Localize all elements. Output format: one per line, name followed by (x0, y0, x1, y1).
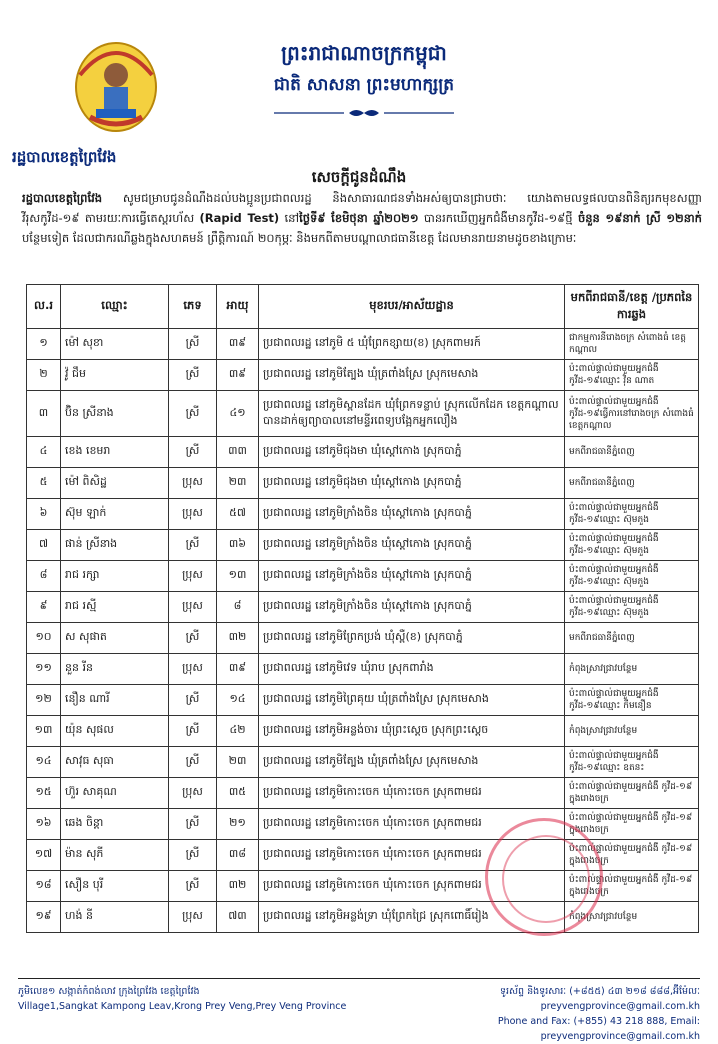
cell-from: ប៉ះពាល់ផ្ទាល់ជាមួយអ្នកជំងឺ កូវីដ-១៩ឈ្មោះ ស៊ុមភួង (565, 499, 699, 530)
table-row (27, 685, 699, 716)
kingdom-heading (200, 40, 528, 123)
cases-table (26, 284, 699, 933)
cell-from: កំពុងស្រាវជ្រាវបន្ថែម (565, 654, 699, 685)
cell-sex: ប្រុស (169, 468, 217, 499)
cell-name: ម៉ៅ សុខា (61, 329, 169, 360)
cell-age: ៤២ (217, 716, 259, 747)
col-header-age: អាយុ (217, 285, 259, 329)
cell-age: ២១ (217, 809, 259, 840)
cell-sex: ប្រុស (169, 499, 217, 530)
cell-from: ប៉ះពាល់ផ្ទាល់ជាមួយអ្នកជំងឺ កូវីដ-១៩ធ្វើការនៅរោងចក្រ សំពោងធំ ខេត្តកណ្តាល (565, 391, 699, 437)
cell-age: ១៤ (217, 685, 259, 716)
cell-no: ១០ (27, 623, 61, 654)
cell-age: ៣៩ (217, 654, 259, 685)
cell-occupation: ប្រជាពលរដ្ឋ នៅភូមិជុងមា ឃុំស្តៅកោង ស្រុកបាភ្នំ (259, 437, 565, 468)
cell-from: មកពីរាជធានីភ្នំពេញ (565, 437, 699, 468)
intro-text-4: បន្ថែមទៀត ដែលជាករណីឆ្លងក្នុងសហគមន៍ ព្រឹត្តិការណ៍ ២០កុម្ភៈ និងមកពីតាមបណ្តាលាជធានីខេត្ត ដែលមានរាយនាមដូចខាងក្រោមៈ (22, 231, 577, 245)
table-row (27, 623, 699, 654)
cell-age: ៣៦ (217, 530, 259, 561)
cell-name: យ៉ុន សុផល (61, 716, 169, 747)
cell-occupation: ប្រជាពលរដ្ឋ នៅភូមិជុងមា ឃុំស្តៅកោង ស្រុកបាភ្នំ (259, 468, 565, 499)
cell-sex: ស្រី (169, 809, 217, 840)
cell-no: ៤ (27, 437, 61, 468)
table-row (27, 809, 699, 840)
intro-paragraph (22, 188, 702, 248)
cell-no: ៥ (27, 468, 61, 499)
cell-no: ៣ (27, 391, 61, 437)
cell-occupation: ប្រជាពលរដ្ឋ នៅភូមិក្រាំងចិន ឃុំស្តៅកោង ស្រុកបាភ្នំ (259, 530, 565, 561)
cell-from: ប៉ះពាល់ផ្ទាល់ជាមួយអ្នកជំងឺ កូវីដ-១៩ឈ្មោះ ស៊ុមភួង (565, 592, 699, 623)
cell-age: ៥៧ (217, 499, 259, 530)
province-name: រដ្ឋបាលខេត្តព្រៃវែង (12, 148, 117, 166)
cell-from: មកពីរាជធានីភ្នំពេញ (565, 623, 699, 654)
cell-age: ១៣ (217, 561, 259, 592)
cell-sex: ប្រុស (169, 654, 217, 685)
table-row (27, 747, 699, 778)
cell-name: ហ៊ួរ សាគុណ (61, 778, 169, 809)
cell-name: នឿន ណារី (61, 685, 169, 716)
table-body (27, 329, 699, 933)
cell-name: រាជ រក្សា (61, 561, 169, 592)
cell-age: ៣៩ (217, 360, 259, 391)
table-row (27, 871, 699, 902)
footer-address-en: Village1,Sangkat Kampong Leav,Krong Prey Veng,Prey Veng Province (18, 1001, 347, 1012)
col-header-sex: ភេទ (169, 285, 217, 329)
footer-phone-en: Phone and Fax: (+855) 43 218 888, Email: preyvengprovince@gmail.com.kh (497, 1016, 700, 1042)
cell-name: វ៉ូ ជឹម (61, 360, 169, 391)
cell-sex: ស្រី (169, 437, 217, 468)
table-row (27, 329, 699, 360)
cell-sex: ស្រី (169, 840, 217, 871)
col-header-from: មកពីរាជធានី/ខេត្ត /ប្រភពនៃការឆ្លង (565, 285, 699, 329)
table-row (27, 391, 699, 437)
cell-no: ១៥ (27, 778, 61, 809)
national-motto: ជាតិ សាសនា ព្រះមហាក្សត្រ (273, 75, 455, 95)
cell-name: ស សុផាត (61, 623, 169, 654)
col-header-occupation: មុខរបរ/អាស័យដ្ឋាន (259, 285, 565, 329)
table-row (27, 840, 699, 871)
cell-name: ខេង ខេមរា (61, 437, 169, 468)
cell-name: សាវុធ សុធា (61, 747, 169, 778)
cell-occupation: ប្រជាពលរដ្ឋ នៅភូមិព្រែកប្រង់ ឃុំស្ពឺ(ខ) ស្រុកបាភ្នំ (259, 623, 565, 654)
cell-occupation: ប្រជាពលរដ្ឋ នៅភូមិវេទ ឃុំរាប ស្រុកពារាំង (259, 654, 565, 685)
cell-age: ៣២ (217, 871, 259, 902)
cell-no: ១៤ (27, 747, 61, 778)
footer-address-km: ភូមិលេខ១ សង្កាត់កំពង់លាវ ក្រុងព្រៃវែង ខេត្តព្រៃវែង (18, 986, 200, 997)
cell-no: ៨ (27, 561, 61, 592)
cell-from: ប៉ះពាល់ផ្ទាល់ជាមួយអ្នកជំងឺ កូវីដ-១៩ឈ្មោះ វ៉ិន ណាត (565, 360, 699, 391)
cell-sex: ប្រុស (169, 592, 217, 623)
cell-occupation: ប្រជាពលរដ្ឋ នៅភូមិក្រាំងចិន ឃុំស្តៅកោង ស្រុកបាភ្នំ (259, 499, 565, 530)
cell-occupation: ប្រជាពលរដ្ឋ នៅភូមិកោះចេក ឃុំកោះចេក ស្រុកពាមជរ (259, 778, 565, 809)
cell-age: ៣៩ (217, 329, 259, 360)
cell-sex: ស្រី (169, 391, 217, 437)
cell-occupation: ប្រជាពលរដ្ឋ នៅភូមិកោះចេក ឃុំកោះចេក ស្រុកពាមជរ (259, 871, 565, 902)
cell-no: ៩ (27, 592, 61, 623)
cell-from: ប៉ះពាល់ផ្ទាល់ជាមួយអ្នកជំងឺ កូវីដ-១៩ ក្នុងរោងចក្រ (565, 778, 699, 809)
cell-occupation: ប្រជាពលរដ្ឋ នៅភូមិត្បែង ឃុំត្រពាំងស្រែ ស្រុកមេសាង (259, 747, 565, 778)
footer-phone-km: ទូរស័ព្ទ និងទូរសារៈ (+៨៥៥) ៤៣ ២១៨ ៨៨៨,អ៊ីម៉ែលៈ preyvengprovince@gmail.com.kh (499, 986, 700, 1012)
table-row (27, 902, 699, 933)
cell-sex: ស្រី (169, 530, 217, 561)
cell-from: កំពុងស្រាវជ្រាវបន្ថែម (565, 716, 699, 747)
table-row (27, 437, 699, 468)
cell-age: ៤១ (217, 391, 259, 437)
table-row (27, 716, 699, 747)
cell-age: ៣៣ (217, 437, 259, 468)
cell-occupation: ប្រជាពលរដ្ឋ នៅភូមិស្ពានដែក ឃុំព្រែកទន្លាប់ ស្រុកលើកដែក ខេត្តកណ្តាល បានដាក់ឲ្យព្យាបាលនៅមន្ទីរពេទ្យបង្អែកអ្នកលឿង (259, 391, 565, 437)
cell-name: ប៊ិន ស្រីនាង (61, 391, 169, 437)
cell-sex: ប្រុស (169, 778, 217, 809)
cell-from: ប៉ះពាល់ផ្ទាល់ជាមួយអ្នកជំងឺ កូវីដ-១៩ ក្នុងរោងចក្រ (565, 840, 699, 871)
cell-occupation: ប្រជាពលរដ្ឋ នៅភូមិ ៥ ឃុំព្រែកខ្សាយ(ខ) ស្រុកពាមរក៍ (259, 329, 565, 360)
cell-no: ១៩ (27, 902, 61, 933)
cell-sex: ប្រុស (169, 902, 217, 933)
cell-sex: ស្រី (169, 871, 217, 902)
document-title: សេចក្តីជូនដំណឹង (311, 168, 407, 186)
kingdom-title: ព្រះរាជាណាចក្រកម្ពុជា (281, 41, 447, 65)
cell-no: ១ (27, 329, 61, 360)
cell-no: ១៨ (27, 871, 61, 902)
table-row (27, 530, 699, 561)
cell-name: ផាន់ ស្រីនាង (61, 530, 169, 561)
table-row (27, 592, 699, 623)
table-row (27, 654, 699, 685)
intro-lead: រដ្ឋបាលខេត្តព្រៃវែង (22, 191, 103, 205)
cell-age: ២៣ (217, 747, 259, 778)
cell-no: ៦ (27, 499, 61, 530)
cell-sex: ស្រី (169, 747, 217, 778)
cell-from: កំពុងស្រាវជ្រាវបន្ថែម (565, 902, 699, 933)
cell-sex: ប្រុស (169, 561, 217, 592)
cell-sex: ស្រី (169, 360, 217, 391)
provincial-emblem-logo (70, 35, 162, 135)
cell-occupation: ប្រជាពលរដ្ឋ នៅភូមិព្រៃគុយ ឃុំត្រពាំងស្រែ ស្រុកមេសាង (259, 685, 565, 716)
intro-case-count: ចំនួន ១៩នាក់ ស្រី ១២នាក់ (577, 211, 702, 225)
cell-from: ប៉ះពាល់ផ្ទាល់ជាមួយអ្នកជំងឺ កូវីដ-១៩ឈ្មោះ កឹមនឿន (565, 685, 699, 716)
cell-occupation: ប្រជាពលរដ្ឋ នៅភូមិក្រាំងចិន ឃុំស្តៅកោង ស្រុកបាភ្នំ (259, 561, 565, 592)
col-header-no: ល.រ (27, 285, 61, 329)
cell-no: ២ (27, 360, 61, 391)
intro-text-1: សូមជម្រាបជូនដំណឹងដល់បងប្អូនប្រជាពលរដ្ឋ និងសាធារណជនទាំងអស់ឲ្យបានជ្រាបថាៈ យោងតាមលទ្ធផលបានពិនិត្យរកមុខសញ្ញាវីរុសកូវីដ-១៩ តាមរយៈការធ្វើតេស្តរហ័ស (22, 191, 702, 225)
intro-date: ថ្ងៃទី៩ ខែមិថុនា ឆ្នាំ២០២១ (299, 211, 419, 225)
cell-name: ហង់ នី (61, 902, 169, 933)
cell-occupation: ប្រជាពលរដ្ឋ នៅភូមិអន្លង់ទ្រា ឃុំព្រែកជ្រៃ ស្រុកពោធិ៍រៀង (259, 902, 565, 933)
ornament-divider-icon (274, 107, 454, 119)
footer-contact (360, 984, 700, 1044)
cell-age: ៨ (217, 592, 259, 623)
cell-no: ៧ (27, 530, 61, 561)
cell-occupation: ប្រជាពលរដ្ឋ នៅភូមិកោះចេក ឃុំកោះចេក ស្រុកពាមជរ (259, 809, 565, 840)
table-row (27, 360, 699, 391)
footer-address (18, 984, 346, 1014)
table-header-row (27, 285, 699, 329)
cell-age: ៧៣ (217, 902, 259, 933)
cell-no: ១២ (27, 685, 61, 716)
cell-sex: ស្រី (169, 685, 217, 716)
cell-occupation: ប្រជាពលរដ្ឋ នៅភូមិអន្លង់ចារ ឃុំព្រះស្តេច ស្រុកព្រះស្តេច (259, 716, 565, 747)
cell-name: ម៉ាន សុភី (61, 840, 169, 871)
cell-no: ១៣ (27, 716, 61, 747)
intro-text-2: នៅ (279, 211, 300, 225)
cell-age: ៣៨ (217, 840, 259, 871)
intro-text-3: បានរកឃើញអ្នកជំងឺមានកូវីដ-១៩ថ្មី (418, 211, 578, 225)
cell-age: ២៣ (217, 468, 259, 499)
cell-name: ឆេង ចិន្តា (61, 809, 169, 840)
cell-from: ប៉ះពាល់ផ្ទាល់ជាមួយអ្នកជំងឺ កូវីដ-១៩ឈ្មោះ ស៊ុមភួង (565, 530, 699, 561)
cell-from: ប៉ះពាល់ផ្ទាល់ជាមួយអ្នកជំងឺ កូវីដ-១៩ ក្នុងរោងចក្រ (565, 871, 699, 902)
cell-name: សឿន បុរី (61, 871, 169, 902)
cell-sex: ស្រី (169, 329, 217, 360)
table-row (27, 468, 699, 499)
cell-no: ១៦ (27, 809, 61, 840)
cell-age: ៣៥ (217, 778, 259, 809)
cell-no: ១១ (27, 654, 61, 685)
cell-name: ម៉ៅ ពិសិដ្ឋ (61, 468, 169, 499)
cell-from: មកពីរាជធានីភ្នំពេញ (565, 468, 699, 499)
table-row (27, 778, 699, 809)
cell-sex: ស្រី (169, 716, 217, 747)
cell-from: ប៉ះពាល់ផ្ទាល់ជាមួយអ្នកជំងឺ កូវីដ-១៩ ក្នុងរោងចក្រ (565, 809, 699, 840)
cell-name: ស៊ុម ឡាក់ (61, 499, 169, 530)
table-row (27, 499, 699, 530)
cell-from: ប៉ះពាល់ផ្ទាល់ជាមួយអ្នកជំងឺ កូវីដ-១៩ឈ្មោះ ស៊ុមភួង (565, 561, 699, 592)
table-row (27, 561, 699, 592)
col-header-name: ឈ្មោះ (61, 285, 169, 329)
cell-sex: ស្រី (169, 623, 217, 654)
cell-occupation: ប្រជាពលរដ្ឋ នៅភូមិកោះចេក ឃុំកោះចេក ស្រុកពាមជរ (259, 840, 565, 871)
cell-age: ៣២ (217, 623, 259, 654)
cell-name: រាជ រស្មី (61, 592, 169, 623)
cell-occupation: ប្រជាពលរដ្ឋ នៅភូមិត្បែង ឃុំត្រពាំងស្រែ ស្រុកមេសាង (259, 360, 565, 391)
cell-from: ជាកម្មការនីរោងចក្រ សំពោងធំ ខេត្តកណ្តាល (565, 329, 699, 360)
cell-no: ១៧ (27, 840, 61, 871)
cell-occupation: ប្រជាពលរដ្ឋ នៅភូមិក្រាំងចិន ឃុំស្តៅកោង ស្រុកបាភ្នំ (259, 592, 565, 623)
intro-rapid-test: (Rapid Test) (199, 211, 280, 225)
cell-name: នួន រីន (61, 654, 169, 685)
footer-divider (18, 978, 700, 979)
cell-from: ប៉ះពាល់ផ្ទាល់ជាមួយអ្នកជំងឺ កូវីដ-១៩ឈ្មោះ ឧតនះ (565, 747, 699, 778)
